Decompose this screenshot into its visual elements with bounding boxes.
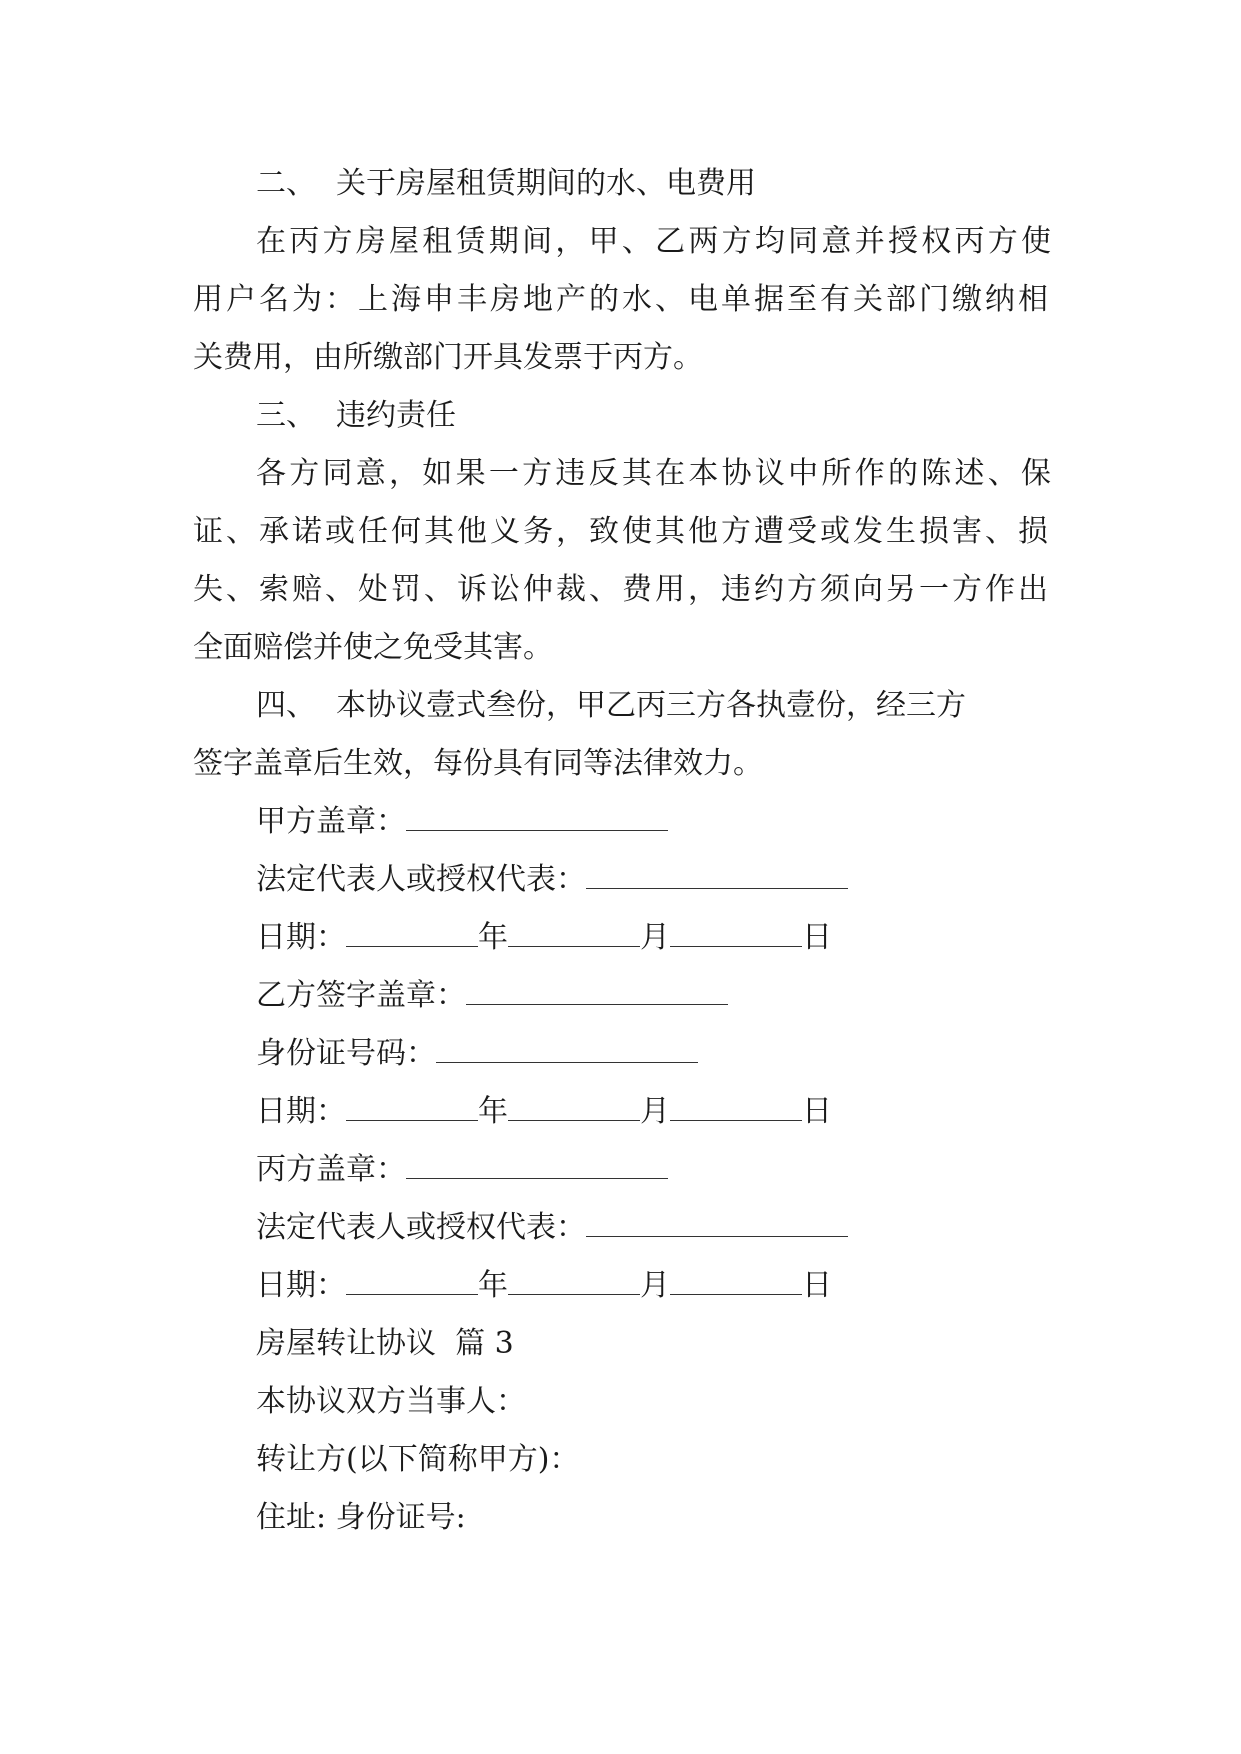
- party-c-rep-blank[interactable]: [586, 1210, 848, 1237]
- year-label: 年: [478, 1268, 508, 1303]
- article-3-parties: 本协议双方当事人：: [256, 1384, 526, 1419]
- section-2-para-line-2: 用户名为：上海申丰房地产的水、电单据至有关部门缴纳相: [193, 282, 1048, 317]
- party-a-rep-row: [256, 860, 848, 900]
- section-2-number: 二、: [256, 166, 316, 201]
- article-3-title: 房屋转让协议 篇 3: [256, 1326, 514, 1361]
- month-label: 月: [640, 920, 670, 955]
- article-3-address: 住址: 身份证号:: [256, 1500, 466, 1535]
- date-label: 日期：: [256, 1268, 346, 1303]
- section-4-number: 四、: [256, 688, 316, 723]
- party-a-seal-row: [256, 802, 668, 842]
- year-label: 年: [478, 920, 508, 955]
- party-c-rep-row: [256, 1208, 848, 1248]
- day-label: 日: [802, 920, 832, 955]
- section-3-title: 违约责任: [336, 398, 456, 433]
- party-a-rep-label: 法定代表人或授权代表：: [256, 862, 586, 897]
- month-label: 月: [640, 1094, 670, 1129]
- party-b-seal-row: [256, 976, 728, 1016]
- party-a-seal-blank[interactable]: [406, 804, 668, 831]
- day-blank[interactable]: [670, 1268, 802, 1295]
- party-b-id-blank[interactable]: [436, 1036, 698, 1063]
- section-3-para-line-1: 各方同意，如果一方违反其在本协议中所作的陈述、保: [256, 456, 1051, 491]
- section-2-para-line-3: 关费用，由所缴部门开具发票于丙方。: [193, 340, 703, 375]
- party-c-seal-row: [256, 1150, 668, 1190]
- party-a-date-row: [256, 918, 832, 958]
- date-label: 日期：: [256, 920, 346, 955]
- party-c-seal-label: 丙方盖章：: [256, 1152, 406, 1187]
- date-label: 日期：: [256, 1094, 346, 1129]
- section-3-number: 三、: [256, 398, 316, 433]
- day-blank[interactable]: [670, 920, 802, 947]
- party-b-seal-blank[interactable]: [466, 978, 728, 1005]
- day-label: 日: [802, 1268, 832, 1303]
- section-2-title: 关于房屋租赁期间的水、电费用: [336, 166, 756, 201]
- year-label: 年: [478, 1094, 508, 1129]
- month-label: 月: [640, 1268, 670, 1303]
- party-b-id-label: 身份证号码：: [256, 1036, 436, 1071]
- party-c-date-row: [256, 1266, 832, 1306]
- section-3-heading: [256, 396, 456, 436]
- party-a-seal-label: 甲方盖章：: [256, 804, 406, 839]
- day-label: 日: [802, 1094, 832, 1129]
- year-blank[interactable]: [346, 1094, 478, 1121]
- party-c-seal-blank[interactable]: [406, 1152, 668, 1179]
- party-c-rep-label: 法定代表人或授权代表：: [256, 1210, 586, 1245]
- party-b-date-row: [256, 1092, 832, 1132]
- section-4-text: 本协议壹式叁份，甲乙丙三方各执壹份，经三方: [336, 688, 966, 723]
- party-b-seal-label: 乙方签字盖章：: [256, 978, 466, 1013]
- month-blank[interactable]: [508, 1094, 640, 1121]
- month-blank[interactable]: [508, 920, 640, 947]
- section-4-line-2: 签字盖章后生效，每份具有同等法律效力。: [193, 746, 763, 781]
- party-b-id-row: [256, 1034, 698, 1074]
- article-3-transferor: 转让方(以下简称甲方)：: [256, 1442, 580, 1477]
- section-3-para-line-4: 全面赔偿并使之免受其害。: [193, 630, 553, 665]
- section-3-para-line-2: 证、承诺或任何其他义务，致使其他方遭受或发生损害、损: [193, 514, 1048, 549]
- month-blank[interactable]: [508, 1268, 640, 1295]
- section-2-heading: [256, 164, 756, 204]
- party-a-rep-blank[interactable]: [586, 862, 848, 889]
- year-blank[interactable]: [346, 1268, 478, 1295]
- section-4-line-1: [256, 686, 966, 726]
- year-blank[interactable]: [346, 920, 478, 947]
- section-3-para-line-3: 失、索赔、处罚、诉讼仲裁、费用，违约方须向另一方作出: [193, 572, 1048, 607]
- day-blank[interactable]: [670, 1094, 802, 1121]
- section-2-para-line-1: 在丙方房屋租赁期间，甲、乙两方均同意并授权丙方使: [256, 224, 1051, 259]
